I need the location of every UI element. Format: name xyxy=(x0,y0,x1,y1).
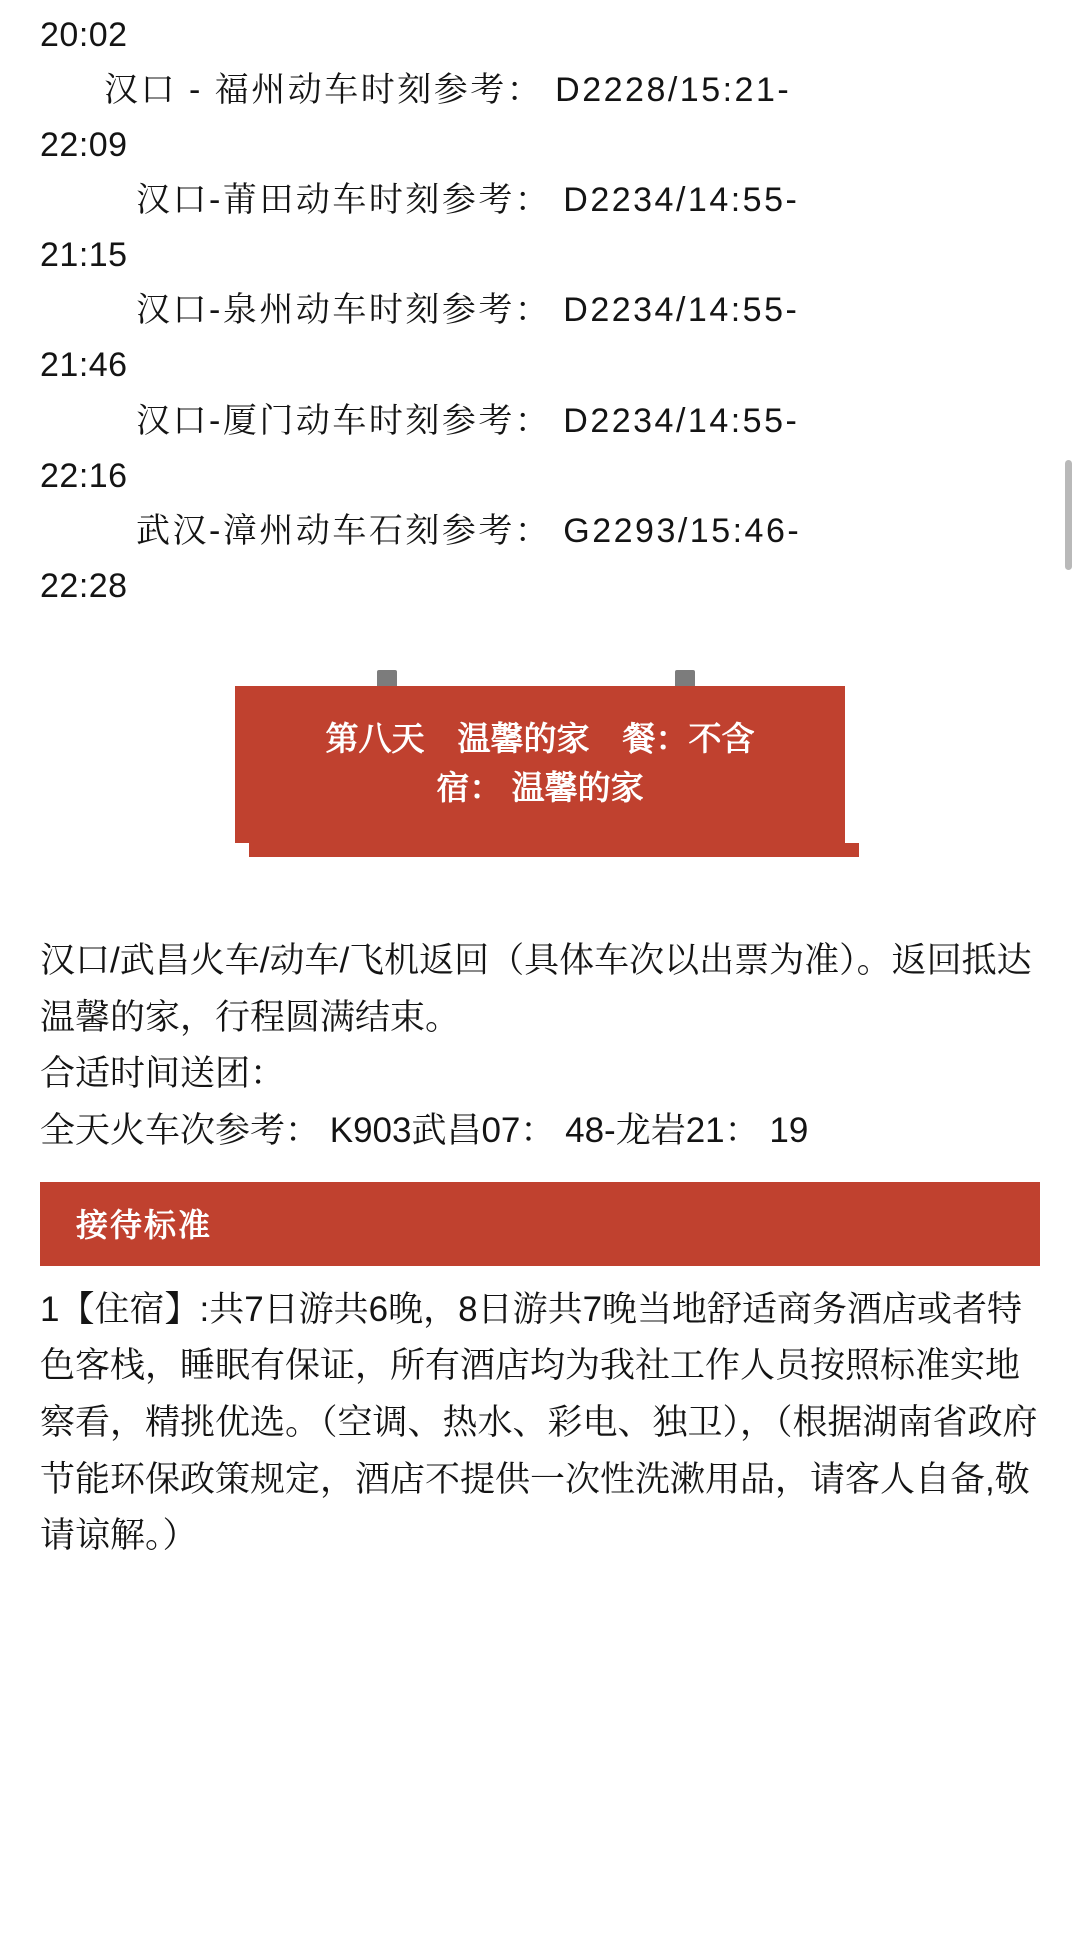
day-banner xyxy=(40,686,1040,843)
schedule-line-1: 20:02 xyxy=(40,16,128,54)
schedule-line-11: 22:28 xyxy=(40,566,128,605)
schedule-line-4: 汉口-莆田动车时刻参考： D2234/14:55- xyxy=(136,181,800,220)
schedule-line-5: 21:15 xyxy=(40,236,128,275)
schedule-line-6: 汉口-泉州动车时刻参考： D2234/14:55- xyxy=(136,291,800,330)
schedule-line-7: 21:46 xyxy=(40,346,128,385)
schedule-line-3: 22:09 xyxy=(40,126,128,165)
vertical-scrollbar[interactable] xyxy=(1065,460,1072,570)
day-banner-line1: 第八天 温馨的家 餐：不含 xyxy=(325,719,755,757)
banner-shadow xyxy=(249,843,859,857)
section-heading-reception-standards: 接待标准 xyxy=(40,1182,1040,1266)
schedule-line-8: 汉口-厦门动车时刻参考： D2234/14:55- xyxy=(136,401,800,440)
schedule-line-10: 武汉-漳州动车石刻参考： G2293/15:46- xyxy=(136,511,802,550)
day-banner-box xyxy=(235,686,845,843)
itinerary-paragraph-1: 汉口/武昌火车/动车/飞机返回（具体车次以出票为准）。返回抵达温馨的家，行程圆满结束。 xyxy=(40,940,1032,1037)
itinerary-text-block xyxy=(40,933,1040,1160)
itinerary-paragraph-3: 全天火车次参考： K903武昌07： 48-龙岩21： 19 xyxy=(40,1110,809,1150)
standards-text-block xyxy=(40,1282,1040,1565)
schedule-line-9: 22:16 xyxy=(40,456,128,495)
schedule-line-2: 汉口 - 福州动车时刻参考： D2228/15:21- xyxy=(104,71,792,110)
train-schedule-block xyxy=(40,0,1040,614)
day-banner-line2: 宿： 温馨的家 xyxy=(436,769,644,807)
standards-paragraph: 1【住宿】:共7日游共6晚，8日游共7晚当地舒适商务酒店或者特色客栈，睡眠有保证，所有酒店均为我社工作人员按照标准实地察看，精挑优选。（空调、热水、彩电、独卫），（根据湖南省政府节能环保政策规定，酒店不提供一次性洗漱用品，请客人自备,敬请谅解。） xyxy=(40,1289,1038,1556)
itinerary-paragraph-2: 合适时间送团： xyxy=(40,1054,286,1094)
